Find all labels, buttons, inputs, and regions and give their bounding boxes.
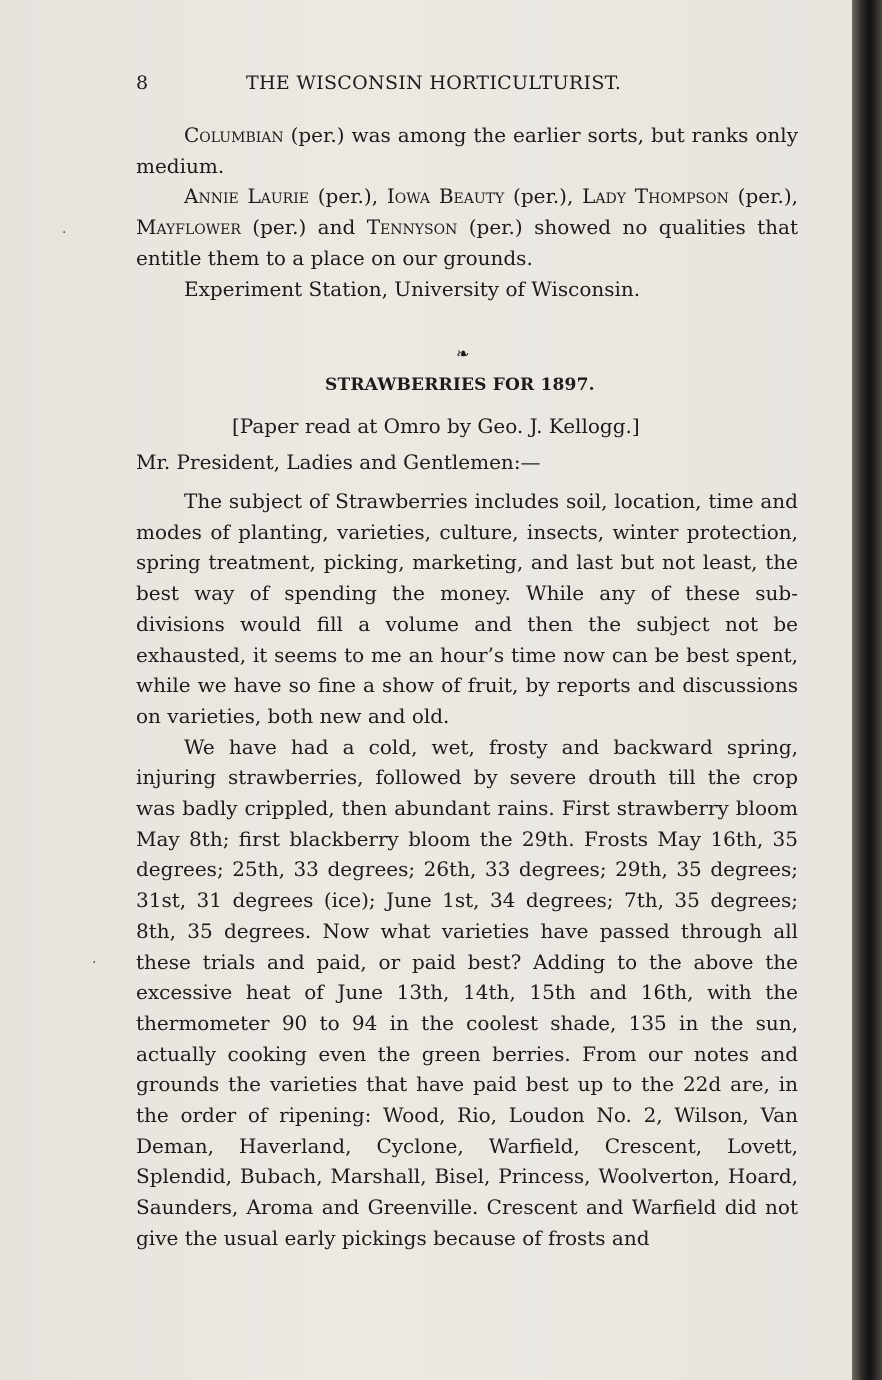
variety-name: Iowa Beauty bbox=[386, 184, 505, 209]
section-title: STRAWBERRIES FOR 1897. bbox=[325, 375, 595, 395]
variety-name: Annie Laurie bbox=[184, 184, 309, 209]
leaf-ornament-icon: ❧ bbox=[456, 344, 470, 363]
body-paragraph-2: We have had a cold, wet, frosty and backward spring, injuring strawberries, followed by severe drouth till the crop was badly crippled, then abundant rains. First strawberry bloom May 8th; first blackberry bloom the 29th. Frosts May 16th, 35 degrees; 25th, 33 degrees; 26th, 33 degrees; 29th, 35 degrees; 31st, 31 degrees (ice); June 1st, 34 degrees; 7th, 35 degrees; 8th, 35 degrees. Now what varieties have passed through all these trials and paid, or paid best? Adding to the above the excessive heat of June 13th, 14th, 15th and 16th, with the thermometer 90 to 94 in the coolest shade, 135 in the sun, actually cooking even the green berries. From our notes and grounds the varieties that have paid best up to the 22d are, in the order of ripening: Wood, Rio, Loudon No. 2, Wilson, Van Deman, Haverland, Cyclone, Warfield, Crescent, Lovett, Splendid, Bubach, Marshall, Bisel, Princess, Woolverton, Hoard, Saunders, Aroma and Greenville. Crescent and Warfield did not give the usual early pickings because of frosts and bbox=[136, 734, 798, 1250]
article-body bbox=[136, 486, 798, 1254]
body-paragraph-1: The subject of Strawberries includes soil, location, time and modes of planting, varieties, culture, insects, winter protection, spring treatment, picking, marketing, and last but not least, the best way of spending the money. While any of these sub-divisions would fill a volume and then the subject not be exhausted, it seems to me an hour’s time now can be best spent, while we have so fine a show of fruit, by reports and discussions on varieties, both new and old. bbox=[136, 489, 798, 728]
paragraph-columbian bbox=[136, 120, 798, 181]
variety-name: Tennyson bbox=[366, 215, 458, 240]
paragraph-text: (per.) showed no qualities that entitle them to a place on our grounds. bbox=[136, 215, 798, 270]
continued-text-block bbox=[136, 120, 798, 304]
signature-line: Experiment Station, University of Wisconsin. bbox=[184, 276, 641, 301]
running-title: THE WISCONSIN HORTICULTURIST. bbox=[246, 72, 622, 94]
paragraph-text: (per.), bbox=[308, 184, 387, 209]
margin-dot: · bbox=[62, 225, 67, 241]
variety-name: Lady Thompson bbox=[582, 184, 729, 209]
byline: [Paper read at Omro by Geo. J. Kellogg.] bbox=[232, 414, 640, 438]
paragraph-text: (per.) was among the earlier sorts, but ranks only medium. bbox=[136, 123, 798, 178]
salutation: Mr. President, Ladies and Gentlemen:— bbox=[136, 450, 541, 474]
page-number: 8 bbox=[136, 72, 149, 94]
paragraph-text: (per.), bbox=[728, 184, 798, 209]
book-spine-shadow bbox=[852, 0, 882, 1380]
paragraph-varieties bbox=[136, 181, 798, 273]
page-header bbox=[136, 72, 798, 102]
paragraph-text: (per.), bbox=[504, 184, 583, 209]
margin-dot: · bbox=[92, 955, 97, 971]
paragraph-text: (per.) and bbox=[240, 215, 367, 240]
variety-name: Mayflower bbox=[136, 215, 241, 240]
variety-name: Columbian bbox=[184, 123, 284, 147]
